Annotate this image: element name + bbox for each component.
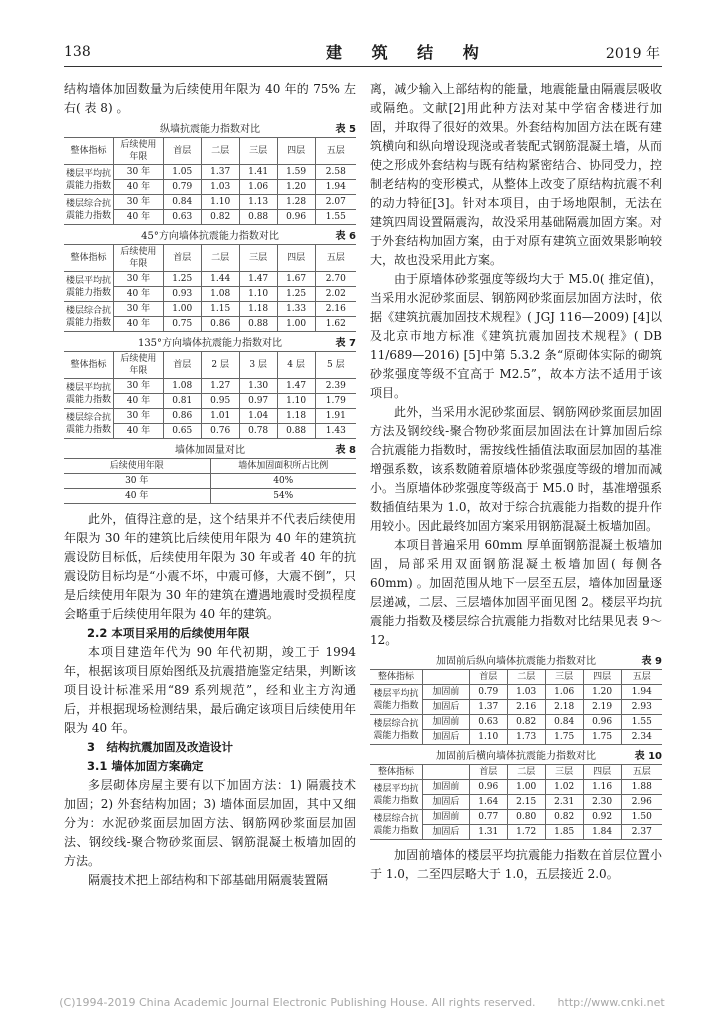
table-cell: 1.06 xyxy=(545,685,583,700)
table-cell: 2.93 xyxy=(621,700,662,715)
row-group-label: 楼层综合抗震能力指数 xyxy=(370,715,423,745)
section-heading-3: 3 结构抗震加固及改造设计 xyxy=(87,740,234,754)
table-cell: 1.05 xyxy=(163,165,201,180)
table-cell: 1.15 xyxy=(201,302,239,317)
table-header-row xyxy=(64,352,356,379)
table-cell: 0.63 xyxy=(469,715,507,730)
table-cell: 2.58 xyxy=(315,165,356,180)
table-cell: 1.55 xyxy=(621,715,662,730)
column-header: 首层 xyxy=(469,670,507,685)
table-8 xyxy=(64,444,356,504)
table-cell: 1.10 xyxy=(277,394,315,409)
row-group-label: 楼层平均抗震能力指数 xyxy=(370,685,423,715)
table-cell: 1.25 xyxy=(163,272,201,287)
table-caption-text: 135°方向墙体抗震能力指数对比 xyxy=(137,338,283,349)
table-cell: 1.00 xyxy=(163,302,201,317)
row-subheader: 加固后 xyxy=(423,795,470,810)
table-cell: 0.88 xyxy=(239,317,277,332)
column-header: 二层 xyxy=(201,245,239,272)
table-9 xyxy=(370,655,662,745)
table-cell: 2.15 xyxy=(507,795,545,810)
row-subheader: 加固前 xyxy=(423,810,470,825)
table-cell: 0.65 xyxy=(163,424,201,439)
column-header: 四层 xyxy=(277,245,315,272)
column-header: 3 层 xyxy=(239,352,277,379)
table-5 xyxy=(64,123,356,225)
paragraph: 加固前墙体的楼层平均抗震能力指数在首层位置小于 1.0，二至四层略大于 1.0，五层接近 2.0。 xyxy=(370,848,662,881)
column-header xyxy=(423,765,470,780)
table-cell: 1.50 xyxy=(621,810,662,825)
table-cell: 1.84 xyxy=(583,825,621,840)
paragraph: 由于原墙体砂浆强度等级均大于 M5.0( 推定值)，当采用水泥砂浆面层、钢筋网砂浆面层加固方法时，依据《建筑抗震加固技术规程》( JGJ 116—2009) [4]以及北京市地方标准《建筑抗震加固技术规程》( DB 11/689—2016) [5]中第 5.3.2 条“原砌体实际的砌筑砂浆强度等级不宜高于 M2.5”，故本方法不适用于该项目。 xyxy=(370,272,662,400)
table-cell: 1.27 xyxy=(201,379,239,394)
table-number: 表 10 xyxy=(634,751,662,762)
table-cell: 1.88 xyxy=(621,780,662,795)
data-table xyxy=(370,669,662,745)
section-heading-3-1: 3.1 墙体加固方案确定 xyxy=(87,759,204,773)
table-cell: 1.94 xyxy=(315,180,356,195)
row-subheader: 40 年 xyxy=(114,180,164,195)
table-cell: 2.02 xyxy=(315,287,356,302)
column-header: 四层 xyxy=(583,670,621,685)
table-caption-text: 加固前后横向墙体抗震能力指数对比 xyxy=(436,751,596,762)
table-cell: 1.01 xyxy=(201,409,239,424)
column-header: 整体指标 xyxy=(370,670,423,685)
row-group-label: 楼层平均抗震能力指数 xyxy=(64,379,114,409)
column-header: 五层 xyxy=(621,670,662,685)
table-caption xyxy=(64,444,356,458)
paragraph: 本项目建造年代为 90 年代初期，竣工于 1994 年，根据该项目原始图纸及抗震措施鉴定结果，判断该项目设计标准采用“89 系列规范”，经和业主方沟通后，并根据现场检测结果，最后确定该项目后续使用年限为 40 年。 xyxy=(64,645,356,735)
data-table xyxy=(370,764,662,840)
table-row xyxy=(64,379,356,394)
right-column xyxy=(370,80,662,884)
table-cell: 2.19 xyxy=(583,700,621,715)
table-row xyxy=(370,810,662,825)
table-cell: 1.18 xyxy=(277,409,315,424)
table-10 xyxy=(370,750,662,840)
table-number: 表 5 xyxy=(335,124,356,135)
table-cell: 0.84 xyxy=(163,195,201,210)
table-cell: 1.16 xyxy=(583,780,621,795)
row-group-label: 楼层综合抗震能力指数 xyxy=(370,810,423,840)
table-cell: 0.82 xyxy=(545,810,583,825)
table-caption-text: 墙体加固量对比 xyxy=(175,445,245,456)
table-cell: 2.30 xyxy=(583,795,621,810)
table-cell: 1.10 xyxy=(239,287,277,302)
column-header: 三层 xyxy=(545,765,583,780)
row-subheader: 40 年 xyxy=(114,287,164,302)
table-cell: 54% xyxy=(210,489,356,504)
table-cell: 2.16 xyxy=(507,700,545,715)
table-cell: 1.75 xyxy=(583,730,621,745)
table-cell: 0.80 xyxy=(507,810,545,825)
column-header: 整体指标 xyxy=(370,765,423,780)
column-header: 五层 xyxy=(315,138,356,165)
row-subheader: 30 年 xyxy=(114,302,164,317)
row-group-label: 楼层平均抗震能力指数 xyxy=(370,780,423,810)
copyright-footer: (C)1994-2019 China Academic Journal Electronic Publishing House. All rights reserved. http://www.cnki.net xyxy=(59,996,665,1009)
table-row xyxy=(370,715,662,730)
paragraph: 结构墙体加固数量为后续使用年限为 40 年的 75% 左右( 表 8) 。 xyxy=(64,82,356,115)
paragraph: 隔震技术把上部结构和下部基础用隔震装置隔 xyxy=(88,873,329,887)
table-number: 表 6 xyxy=(335,231,356,242)
table-cell: 1.10 xyxy=(201,195,239,210)
table-row xyxy=(370,780,662,795)
row-group-label: 楼层综合抗震能力指数 xyxy=(64,302,114,332)
column-header: 整体指标 xyxy=(64,352,114,379)
table-row xyxy=(64,489,356,504)
table-row xyxy=(64,409,356,424)
column-header: 四层 xyxy=(277,138,315,165)
column-header: 首层 xyxy=(469,765,507,780)
table-cell: 1.91 xyxy=(315,409,356,424)
table-cell: 2.34 xyxy=(621,730,662,745)
table-cell: 1.18 xyxy=(239,302,277,317)
journal-title: 建 筑 结 构 xyxy=(326,43,491,62)
table-cell: 0.92 xyxy=(583,810,621,825)
column-header: 三层 xyxy=(545,670,583,685)
row-subheader: 40 年 xyxy=(114,424,164,439)
table-cell: 1.03 xyxy=(507,685,545,700)
table-cell: 2.18 xyxy=(545,700,583,715)
column-header: 二层 xyxy=(507,670,545,685)
table-cell: 0.81 xyxy=(163,394,201,409)
column-header: 三层 xyxy=(239,138,277,165)
table-cell: 1.31 xyxy=(469,825,507,840)
column-header: 后续使用年限 xyxy=(114,245,164,272)
row-subheader: 30 年 xyxy=(114,165,164,180)
header-rule xyxy=(64,66,662,67)
table-cell: 1.62 xyxy=(315,317,356,332)
table-cell: 1.08 xyxy=(201,287,239,302)
table-cell: 0.93 xyxy=(163,287,201,302)
column-header: 首层 xyxy=(163,245,201,272)
table-row xyxy=(64,302,356,317)
table-caption-text: 45°方向墙体抗震能力指数对比 xyxy=(141,231,279,242)
row-subheader: 加固前 xyxy=(423,685,470,700)
table-cell: 2.70 xyxy=(315,272,356,287)
table-cell: 0.96 xyxy=(277,210,315,225)
table-cell: 1.67 xyxy=(277,272,315,287)
column-header: 2 层 xyxy=(201,352,239,379)
table-cell: 1.10 xyxy=(469,730,507,745)
table-cell: 1.20 xyxy=(277,180,315,195)
column-header: 四层 xyxy=(583,765,621,780)
table-row xyxy=(64,195,356,210)
table-cell: 1.79 xyxy=(315,394,356,409)
table-cell: 1.33 xyxy=(277,302,315,317)
table-caption xyxy=(64,337,356,351)
column-header: 整体指标 xyxy=(64,245,114,272)
row-subheader: 40 年 xyxy=(114,210,164,225)
table-header-row xyxy=(64,138,356,165)
table-cell: 1.55 xyxy=(315,210,356,225)
table-cell: 0.96 xyxy=(469,780,507,795)
table-cell: 1.73 xyxy=(507,730,545,745)
table-cell: 1.03 xyxy=(201,180,239,195)
paragraph: 此外，当采用水泥砂浆面层、钢筋网砂浆面层加固方法及钢绞线-聚合物砂浆面层加固法在计算加固后综合抗震能力指数时，需按线性插值法取面层加固的基准增强系数，该系数随着原墙体砂浆强度等级的增加而减小。当原墙体砂浆强度等级高于 M5.0 时，基准增强系数插值结果为 1.0，故对于综合抗震能力指数的提升作用较小。因此最终加固方案采用钢筋混凝土板墙加固。 xyxy=(370,405,662,533)
table-cell: 1.41 xyxy=(239,165,277,180)
table-row xyxy=(64,165,356,180)
row-subheader: 30 年 xyxy=(114,195,164,210)
column-header: 五层 xyxy=(315,245,356,272)
table-caption xyxy=(370,655,662,669)
table-cell: 2.96 xyxy=(621,795,662,810)
table-cell: 30 年 xyxy=(64,474,210,489)
column-header: 五层 xyxy=(621,765,662,780)
row-group-label: 楼层综合抗震能力指数 xyxy=(64,409,114,439)
table-cell: 0.86 xyxy=(201,317,239,332)
page-number: 138 xyxy=(64,44,91,60)
publication-year: 2019 年 xyxy=(605,46,660,62)
column-header: 二层 xyxy=(201,138,239,165)
table-header-row xyxy=(64,245,356,272)
row-subheader: 30 年 xyxy=(114,379,164,394)
paragraph: 离，减少输入上部结构的能量，地震能量由隔震层吸收或隔绝。文献[2]用此种方法对某中学宿舍楼进行加固，并取得了很好的效果。外套结构加固方法在既有建筑横向和纵向增设现浇或者装配式钢筋混凝土墙，从而使之形成外套结构与既有结构紧密结合、协同受力，控制老结构的变形模式，从整体上改变了原结构抗震不利的动力特征[3]。针对本项目，由于场地限制，无法在建筑四周设置隔震沟，故没采用基础隔震加固方案。对于外套结构加固方案，由于对原有建筑立面效果影响较大，故也没采用此方案。 xyxy=(370,82,662,267)
table-cell: 1.00 xyxy=(277,317,315,332)
table-cell: 40 年 xyxy=(64,489,210,504)
table-cell: 1.85 xyxy=(545,825,583,840)
table-cell: 0.84 xyxy=(545,715,583,730)
paragraph: 多层砌体房屋主要有以下加固方法：1) 隔震技术加固；2) 外套结构加固；3) 墙体面层加固，其中又细分为：水泥砂浆面层加固方法、钢筋网砂浆面层加固法、钢绞线-聚合物砂浆面层、钢筋混凝土板墙加固的方法。 xyxy=(64,778,356,868)
column-header: 后续使用年限 xyxy=(114,138,164,165)
table-cell: 0.79 xyxy=(469,685,507,700)
table-caption-text: 纵墙抗震能力指数对比 xyxy=(160,124,260,135)
table-cell: 1.59 xyxy=(277,165,315,180)
section-heading-2-2: 2.2 本项目采用的后续使用年限 xyxy=(87,626,250,640)
table-cell: 1.94 xyxy=(621,685,662,700)
table-cell: 2.39 xyxy=(315,379,356,394)
table-cell: 1.13 xyxy=(239,195,277,210)
table-number: 表 8 xyxy=(335,445,356,456)
table-caption xyxy=(64,230,356,244)
table-cell: 2.31 xyxy=(545,795,583,810)
column-header: 三层 xyxy=(239,245,277,272)
table-cell: 1.43 xyxy=(315,424,356,439)
table-cell: 1.04 xyxy=(239,409,277,424)
row-group-label: 楼层综合抗震能力指数 xyxy=(64,195,114,225)
table-cell: 1.75 xyxy=(545,730,583,745)
row-subheader: 加固后 xyxy=(423,700,470,715)
data-table xyxy=(64,244,356,332)
table-cell: 0.82 xyxy=(507,715,545,730)
table-cell: 0.96 xyxy=(583,715,621,730)
paragraph: 本项目普遍采用 60mm 厚单面钢筋混凝土板墙加固，局部采用双面钢筋混凝土板墙加固( 每侧各 60mm) 。加固范围从地下一层至五层，墙体加固量逐层递减，二层、三层墙体加固平面见图 2。楼层平均抗震能力指数及楼层综合抗震能力指数对比结果见表 9～12。 xyxy=(370,538,662,647)
table-header-row xyxy=(370,670,662,685)
column-header: 首层 xyxy=(163,138,201,165)
table-row xyxy=(64,474,356,489)
table-cell: 0.82 xyxy=(201,210,239,225)
row-group-label: 楼层平均抗震能力指数 xyxy=(64,272,114,302)
table-cell: 1.25 xyxy=(277,287,315,302)
column-header: 整体指标 xyxy=(64,138,114,165)
table-cell: 0.77 xyxy=(469,810,507,825)
table-caption xyxy=(370,750,662,764)
column-header: 后续使用年限 xyxy=(114,352,164,379)
table-cell: 1.08 xyxy=(163,379,201,394)
column-header: 二层 xyxy=(507,765,545,780)
table-cell: 0.97 xyxy=(239,394,277,409)
column-header: 5 层 xyxy=(315,352,356,379)
table-cell: 2.07 xyxy=(315,195,356,210)
table-cell: 40% xyxy=(210,474,356,489)
table-cell: 1.00 xyxy=(507,780,545,795)
table-header-row xyxy=(64,459,356,474)
left-column xyxy=(64,80,356,890)
table-cell: 0.95 xyxy=(201,394,239,409)
column-header xyxy=(423,670,470,685)
table-number: 表 7 xyxy=(335,338,356,349)
column-header: 首层 xyxy=(163,352,201,379)
table-cell: 0.78 xyxy=(239,424,277,439)
column-header: 墙体加固面积所占比例 xyxy=(210,459,356,474)
row-subheader: 40 年 xyxy=(114,317,164,332)
row-subheader: 加固后 xyxy=(423,730,470,745)
paragraph: 此外，值得注意的是，这个结果并不代表后续使用年限为 30 年的建筑比后续使用年限为 40 年的建筑抗震设防目标低，后续使用年限为 30 年或者 40 年的抗震设防目标均是“小震不坏，中震可修，大震不倒”，只是后续使用年限为 30 年的建筑在遭遇地震时受损程度会略重于后续使用年限为 40 年的建筑。 xyxy=(64,512,356,621)
table-cell: 1.28 xyxy=(277,195,315,210)
column-header: 4 层 xyxy=(277,352,315,379)
row-subheader: 40 年 xyxy=(114,394,164,409)
table-cell: 1.47 xyxy=(239,272,277,287)
table-row xyxy=(370,685,662,700)
table-header-row xyxy=(370,765,662,780)
table-cell: 0.88 xyxy=(239,210,277,225)
table-caption-text: 加固前后纵向墙体抗震能力指数对比 xyxy=(436,656,596,667)
table-caption xyxy=(64,123,356,137)
table-cell: 1.72 xyxy=(507,825,545,840)
data-table xyxy=(64,458,356,504)
table-cell: 1.02 xyxy=(545,780,583,795)
table-cell: 1.20 xyxy=(583,685,621,700)
table-cell: 0.76 xyxy=(201,424,239,439)
row-subheader: 加固后 xyxy=(423,825,470,840)
table-cell: 1.30 xyxy=(239,379,277,394)
table-cell: 0.79 xyxy=(163,180,201,195)
table-cell: 1.37 xyxy=(201,165,239,180)
row-subheader: 30 年 xyxy=(114,409,164,424)
table-6 xyxy=(64,230,356,332)
data-table xyxy=(64,351,356,439)
row-subheader: 30 年 xyxy=(114,272,164,287)
row-group-label: 楼层平均抗震能力指数 xyxy=(64,165,114,195)
table-cell: 2.37 xyxy=(621,825,662,840)
table-cell: 1.47 xyxy=(277,379,315,394)
table-cell: 0.86 xyxy=(163,409,201,424)
table-cell: 0.75 xyxy=(163,317,201,332)
column-header: 后续使用年限 xyxy=(64,459,210,474)
table-cell: 1.37 xyxy=(469,700,507,715)
table-cell: 0.63 xyxy=(163,210,201,225)
table-row xyxy=(64,272,356,287)
table-7 xyxy=(64,337,356,439)
table-cell: 1.44 xyxy=(201,272,239,287)
data-table xyxy=(64,137,356,225)
table-cell: 0.88 xyxy=(277,424,315,439)
table-cell: 2.16 xyxy=(315,302,356,317)
table-number: 表 9 xyxy=(641,656,662,667)
row-subheader: 加固前 xyxy=(423,780,470,795)
table-cell: 1.64 xyxy=(469,795,507,810)
row-subheader: 加固前 xyxy=(423,715,470,730)
table-cell: 1.06 xyxy=(239,180,277,195)
